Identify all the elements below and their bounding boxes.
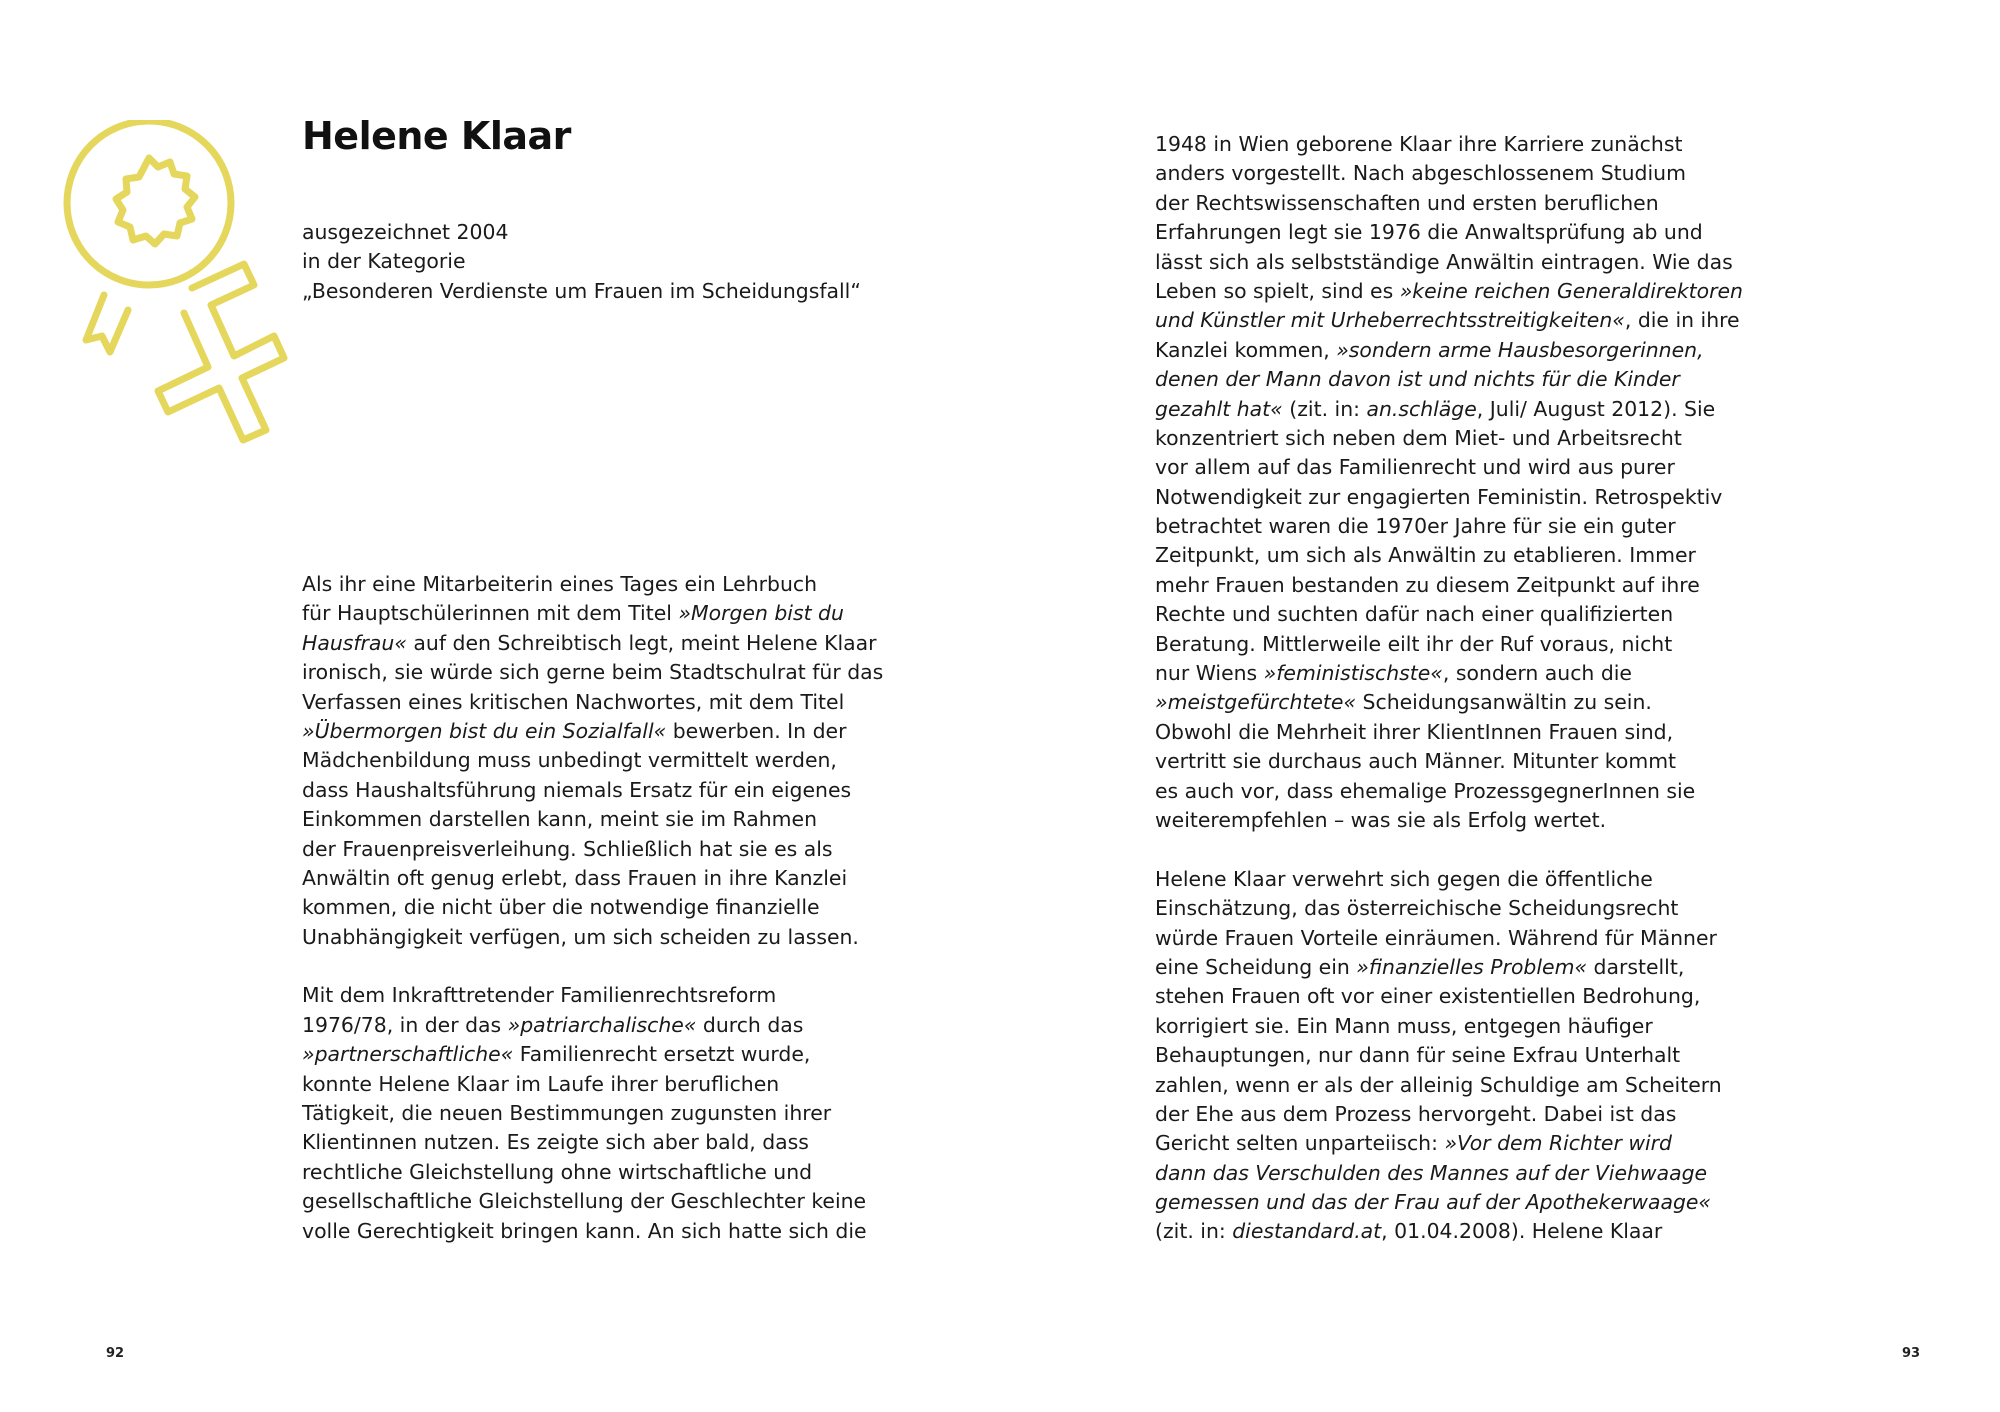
text-run: Notwendigkeit zur engagierten Feministin. Retrospektiv [1155, 484, 1723, 509]
text-run: Scheidungsanwältin zu sein. [1356, 690, 1652, 715]
text-line [1155, 365, 1745, 394]
meta-line: ausgezeichnet 2004 [302, 220, 509, 244]
text-line [1155, 248, 1745, 277]
right-paragraph-2 [1155, 865, 1745, 1247]
text-run: ironisch, sie würde sich gerne beim Stadtschulrat für das [302, 660, 884, 685]
text-run: nur Wiens [1155, 661, 1264, 686]
text-line [302, 1128, 892, 1157]
text-run: es auch vor, dass ehemalige ProzessgegnerInnen sie [1155, 778, 1696, 803]
italic-quote: »meistgefürchtete« [1155, 690, 1357, 715]
text-run: der Ehe aus dem Prozess hervorgeht. Dabei ist das [1155, 1101, 1677, 1126]
text-run: anders vorgestellt. Nach abgeschlossenem Studium [1155, 161, 1686, 186]
text-line [302, 658, 892, 687]
text-run: Helene Klaar verwehrt sich gegen die öffentliche [1155, 866, 1653, 891]
text-run: Unabhängigkeit verfügen, um sich scheiden zu lassen. [302, 924, 859, 949]
text-line [1155, 306, 1745, 335]
text-line [302, 1217, 892, 1246]
italic-quote: »keine reichen Generaldirektoren [1399, 278, 1743, 303]
text-run: Obwohl die Mehrheit ihrer KlientInnen Frauen sind, [1155, 719, 1674, 744]
text-line [1155, 336, 1745, 365]
text-line [1155, 453, 1745, 482]
italic-quote: »feministischste« [1263, 661, 1443, 686]
text-line [1155, 571, 1745, 600]
text-run: (zit. in: [1282, 396, 1367, 421]
text-run: stehen Frauen oft vor einer existentiellen Bedrohung, [1155, 984, 1701, 1009]
text-run: Mädchenbildung muss unbedingt vermittelt werden, [302, 748, 837, 773]
text-line [1155, 982, 1745, 1011]
text-line [302, 893, 892, 922]
text-line [302, 805, 892, 834]
text-line [1155, 395, 1745, 424]
italic-quote: »Vor dem Richter wird [1444, 1131, 1672, 1156]
page-number-left: 92 [106, 1346, 125, 1361]
text-run: Erfahrungen legt sie 1976 die Anwaltsprüfung ab und [1155, 220, 1703, 245]
text-run: Behauptungen, nur dann für seine Exfrau Unterhalt [1155, 1043, 1681, 1068]
award-meta [302, 218, 922, 306]
italic-quote: gezahlt hat« [1155, 396, 1283, 421]
text-line [1155, 894, 1745, 923]
text-run: Einkommen darstellen kann, meint sie im Rahmen [302, 807, 817, 832]
text-line [1155, 1041, 1745, 1070]
text-run: auf den Schreibtisch legt, meint Helene Klaar [406, 630, 877, 655]
text-line [1155, 630, 1745, 659]
text-run: würde Frauen Vorteile einräumen. Während für Männer [1155, 925, 1717, 950]
text-run: volle Gerechtigkeit bringen kann. An sich hatte sich die [302, 1218, 867, 1243]
text-line [302, 864, 892, 893]
text-line [302, 776, 892, 805]
text-line [302, 599, 892, 628]
text-run: der Frauenpreisverleihung. Schließlich hat sie es als [302, 836, 833, 861]
text-run: , 01.04.2008). Helene Klaar [1381, 1219, 1663, 1244]
text-run: bewerben. In der [666, 718, 847, 743]
italic-quote: dann das Verschulden des Mannes auf der Viehwaage [1155, 1160, 1708, 1185]
text-run: konnte Helene Klaar im Laufe ihrer beruflichen [302, 1071, 780, 1096]
text-line [302, 1011, 892, 1040]
text-line [1155, 865, 1745, 894]
text-run: Familienrecht ersetzt wurde, [513, 1042, 811, 1067]
text-line [1155, 189, 1745, 218]
text-run: Anwältin oft genug erlebt, dass Frauen in ihre Kanzlei [302, 865, 848, 890]
text-line [1155, 159, 1745, 188]
italic-quote: »patriarchalische« [507, 1012, 697, 1037]
text-run: , sondern auch die [1442, 661, 1632, 686]
text-line [302, 1040, 892, 1069]
text-run: vertritt sie durchaus auch Männer. Mitunter kommt [1155, 749, 1677, 774]
text-run: Zeitpunkt, um sich als Anwältin zu etablieren. Immer [1155, 543, 1696, 568]
italic-quote: »Morgen bist du [678, 601, 844, 626]
text-line [302, 1187, 892, 1216]
text-run: Einschätzung, das österreichische Scheidungsrecht [1155, 896, 1679, 921]
right-text-column [1155, 130, 1745, 1247]
text-line [1155, 1012, 1745, 1041]
text-line [1155, 218, 1745, 247]
text-line [1155, 483, 1745, 512]
left-paragraph-1 [302, 570, 892, 952]
text-run: eine Scheidung ein [1155, 954, 1357, 979]
text-run: der Rechtswissenschaften und ersten beruflichen [1155, 190, 1659, 215]
italic-quote: gemessen und das der Frau auf der Apothekerwaage« [1155, 1190, 1712, 1215]
text-line [302, 746, 892, 775]
text-line [1155, 1129, 1745, 1158]
text-line [1155, 424, 1745, 453]
text-run: dass Haushaltsführung niemals Ersatz für ein eigenes [302, 777, 852, 802]
text-line [302, 1099, 892, 1128]
text-line [1155, 541, 1745, 570]
meta-line: in der Kategorie [302, 249, 466, 274]
text-line [302, 717, 892, 746]
text-line [1155, 718, 1745, 747]
text-run: (zit. in: [1155, 1219, 1233, 1244]
text-run: Verfassen eines kritischen Nachwortes, mit dem Titel [302, 689, 845, 714]
italic-quote: denen der Mann davon ist und nichts für die Kinder [1155, 367, 1680, 392]
italic-quote: an.schläge [1366, 396, 1477, 421]
text-line [1155, 277, 1745, 306]
right-paragraph-1 [1155, 130, 1745, 835]
left-text-column [302, 570, 892, 1246]
text-run: weiterempfehlen – was sie als Erfolg wertet. [1155, 807, 1607, 832]
text-line [302, 1070, 892, 1099]
text-line [1155, 130, 1745, 159]
text-line [1155, 1071, 1745, 1100]
text-line [1155, 688, 1745, 717]
text-run: Mit dem Inkrafttretender Familienrechtsreform [302, 983, 777, 1008]
italic-quote: »sondern arme Hausbesorgerinnen, [1336, 337, 1704, 362]
text-line [1155, 953, 1745, 982]
text-line [1155, 659, 1745, 688]
italic-quote: »finanzielles Problem« [1356, 954, 1588, 979]
text-run: Klientinnen nutzen. Es zeigte sich aber bald, dass [302, 1130, 809, 1155]
text-line [1155, 1217, 1745, 1246]
text-run: zahlen, wenn er als der alleinig Schuldige am Scheitern [1155, 1072, 1722, 1097]
text-line [302, 570, 892, 599]
text-run: für Hauptschülerinnen mit dem Titel [302, 601, 679, 626]
text-run: rechtliche Gleichstellung ohne wirtschaftliche und [302, 1159, 813, 1184]
text-run: vor allem auf das Familienrecht und wird aus purer [1155, 455, 1675, 480]
text-line [302, 1158, 892, 1187]
text-run: korrigiert sie. Ein Mann muss, entgegen häufiger [1155, 1013, 1653, 1038]
text-line [302, 981, 892, 1010]
text-line [1155, 1188, 1745, 1217]
page-number-right: 93 [1902, 1346, 1921, 1361]
text-run: konzentriert sich neben dem Miet- und Arbeitsrecht [1155, 425, 1682, 450]
text-line [1155, 806, 1745, 835]
text-line [1155, 747, 1745, 776]
text-run: Als ihr eine Mitarbeiterin eines Tages ein Lehrbuch [302, 572, 818, 596]
italic-quote: »partnerschaftliche« [302, 1042, 514, 1067]
text-line [302, 688, 892, 717]
text-run: durch das [696, 1012, 804, 1037]
text-line [1155, 1100, 1745, 1129]
italic-quote: »Übermorgen bist du ein Sozialfall« [302, 718, 667, 743]
female-award-icon [56, 120, 316, 470]
italic-quote: Hausfrau« [302, 630, 407, 655]
meta-line: „Besonderen Verdienste um Frauen im Scheidungsfall“ [302, 278, 861, 303]
text-run: Leben so spielt, sind es [1155, 278, 1400, 303]
text-line [302, 629, 892, 658]
text-run: Rechte und suchten dafür nach einer qualifizierten [1155, 602, 1674, 627]
text-line [1155, 777, 1745, 806]
text-run: Gericht selten unparteiisch: [1155, 1131, 1445, 1156]
text-run: darstellt, [1587, 954, 1685, 979]
text-run: Beratung. Mittlerweile eilt ihr der Ruf voraus, nicht [1155, 631, 1673, 656]
text-run: Tätigkeit, die neuen Bestimmungen zugunsten ihrer [302, 1101, 832, 1126]
text-run: , die in ihre [1624, 308, 1740, 333]
text-line [1155, 924, 1745, 953]
text-run: betrachtet waren die 1970er Jahre für sie ein guter [1155, 514, 1676, 539]
text-run: gesellschaftliche Gleichstellung der Geschlechter keine [302, 1189, 867, 1214]
text-line [1155, 512, 1745, 541]
text-run: Kanzlei kommen, [1155, 337, 1337, 362]
text-run: kommen, die nicht über die notwendige finanzielle [302, 895, 820, 920]
text-line [302, 835, 892, 864]
italic-quote: diestandard.at [1232, 1219, 1382, 1244]
text-line [1155, 600, 1745, 629]
text-run: , Juli/ August 2012). Sie [1476, 396, 1716, 421]
text-run: 1976/78, in der das [302, 1012, 508, 1037]
text-run: 1948 in Wien geborene Klaar ihre Karriere zunächst [1155, 132, 1683, 156]
text-run: mehr Frauen bestanden zu diesem Zeitpunkt auf ihre [1155, 572, 1700, 597]
text-line [302, 923, 892, 952]
left-paragraph-2 [302, 981, 892, 1246]
italic-quote: und Künstler mit Urheberrechtsstreitigkeiten« [1155, 308, 1625, 333]
text-line [1155, 1159, 1745, 1188]
page-title: Helene Klaar [302, 114, 571, 158]
text-run: lässt sich als selbstständige Anwältin eintragen. Wie das [1155, 249, 1733, 274]
